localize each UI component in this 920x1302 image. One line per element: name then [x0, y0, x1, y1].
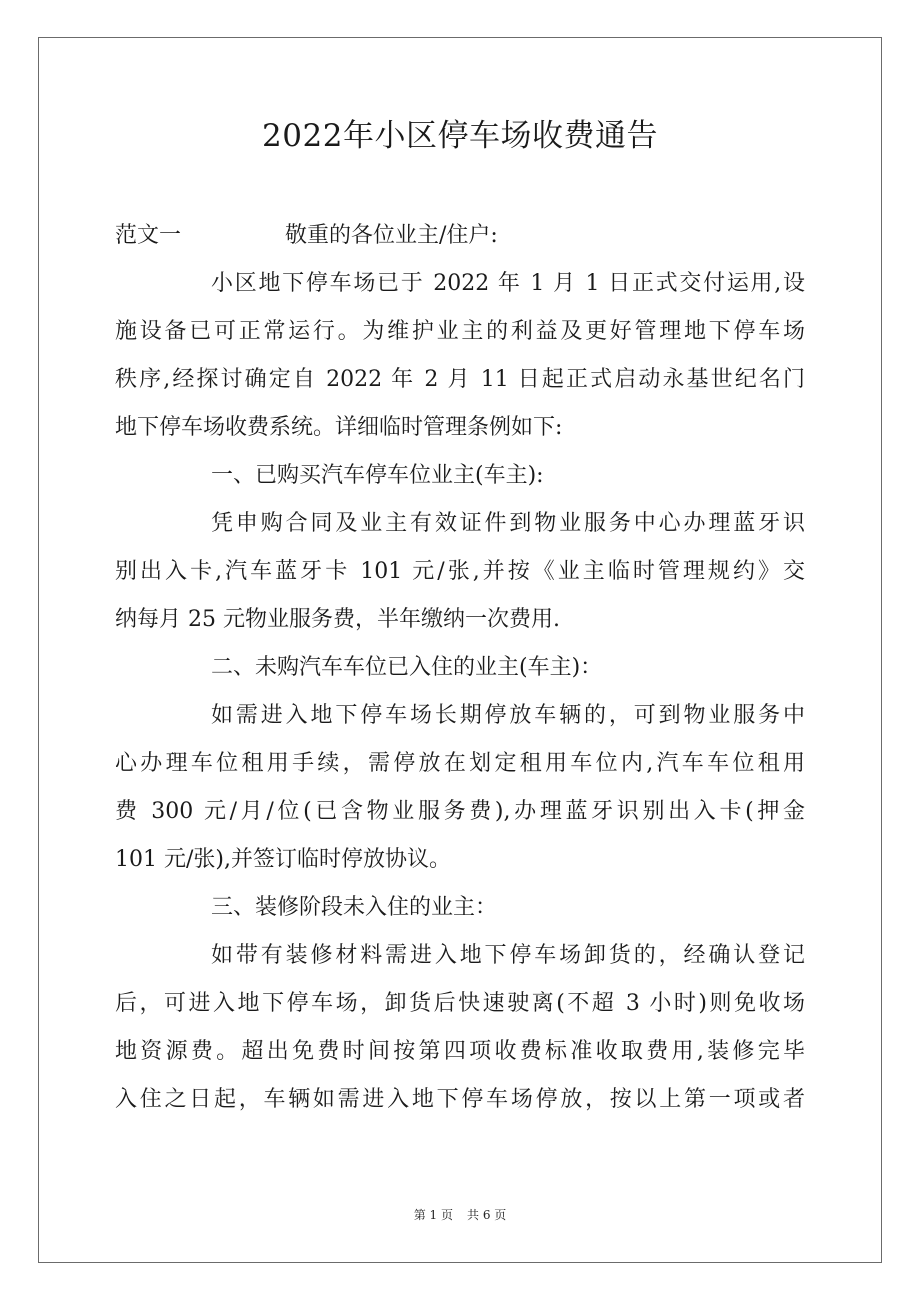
text-line: 别出入卡,汽车蓝牙卡 101 元/张,并按《业主临时管理规约》交 — [115, 559, 805, 584]
text-line: 如需进入地下停车场长期停放车辆的，可到物业服务中 — [211, 703, 805, 728]
page-footer — [0, 1206, 920, 1224]
page-number: 第 1 页 — [413, 1208, 453, 1222]
document-body — [115, 212, 805, 1124]
text-line: 心办理车位租用手续，需停放在划定租用车位内,汽车车位租用 — [115, 751, 805, 776]
opening-line — [115, 212, 805, 260]
text-line: 纳每月 25 元物业服务费，半年缴纳一次费用. — [115, 607, 560, 632]
text-line: 施设备已可正常运行。为维护业主的利益及更好管理地下停车场 — [115, 319, 805, 344]
text-line: 二、未购汽车车位已入住的业主(车主)： — [211, 655, 603, 680]
salutation: 敬重的各位业主/住户: — [285, 223, 498, 248]
text-line: 入住之日起，车辆如需进入地下停车场停放，按以上第一项或者 — [115, 1087, 805, 1112]
text-line: 101 元/张),并签订临时停放协议。 — [115, 847, 451, 872]
paragraph-lines — [115, 260, 805, 1124]
text-line: 三、装修阶段未入住的业主： — [211, 895, 498, 920]
text-line: 凭申购合同及业主有效证件到物业服务中心办理蓝牙识 — [211, 511, 805, 536]
text-line: 后，可进入地下停车场，卸货后快速驶离(不超 3 小时)则免收场 — [115, 991, 805, 1016]
page-total: 共 6 页 — [467, 1208, 507, 1222]
text-line: 地下停车场收费系统。详细临时管理条例如下: — [115, 415, 563, 440]
sample-label: 范文一 — [115, 223, 182, 248]
text-line: 小区地下停车场已于 2022 年 1 月 1 日正式交付运用,设 — [211, 271, 805, 296]
text-line: 地资源费。超出免费时间按第四项收费标准收取费用,装修完毕 — [115, 1039, 805, 1064]
text-line: 如带有装修材料需进入地下停车场卸货的，经确认登记 — [211, 943, 805, 968]
text-line: 费 300 元/月/位(已含物业服务费),办理蓝牙识别出入卡(押金 — [115, 799, 805, 824]
document-title: 2022年小区停车场收费通告 — [262, 118, 658, 154]
text-line: 秩序,经探讨确定自 2022 年 2 月 11 日起正式启动永基世纪名门 — [115, 367, 805, 392]
text-line: 一、已购买汽车停车位业主(车主): — [211, 463, 544, 488]
